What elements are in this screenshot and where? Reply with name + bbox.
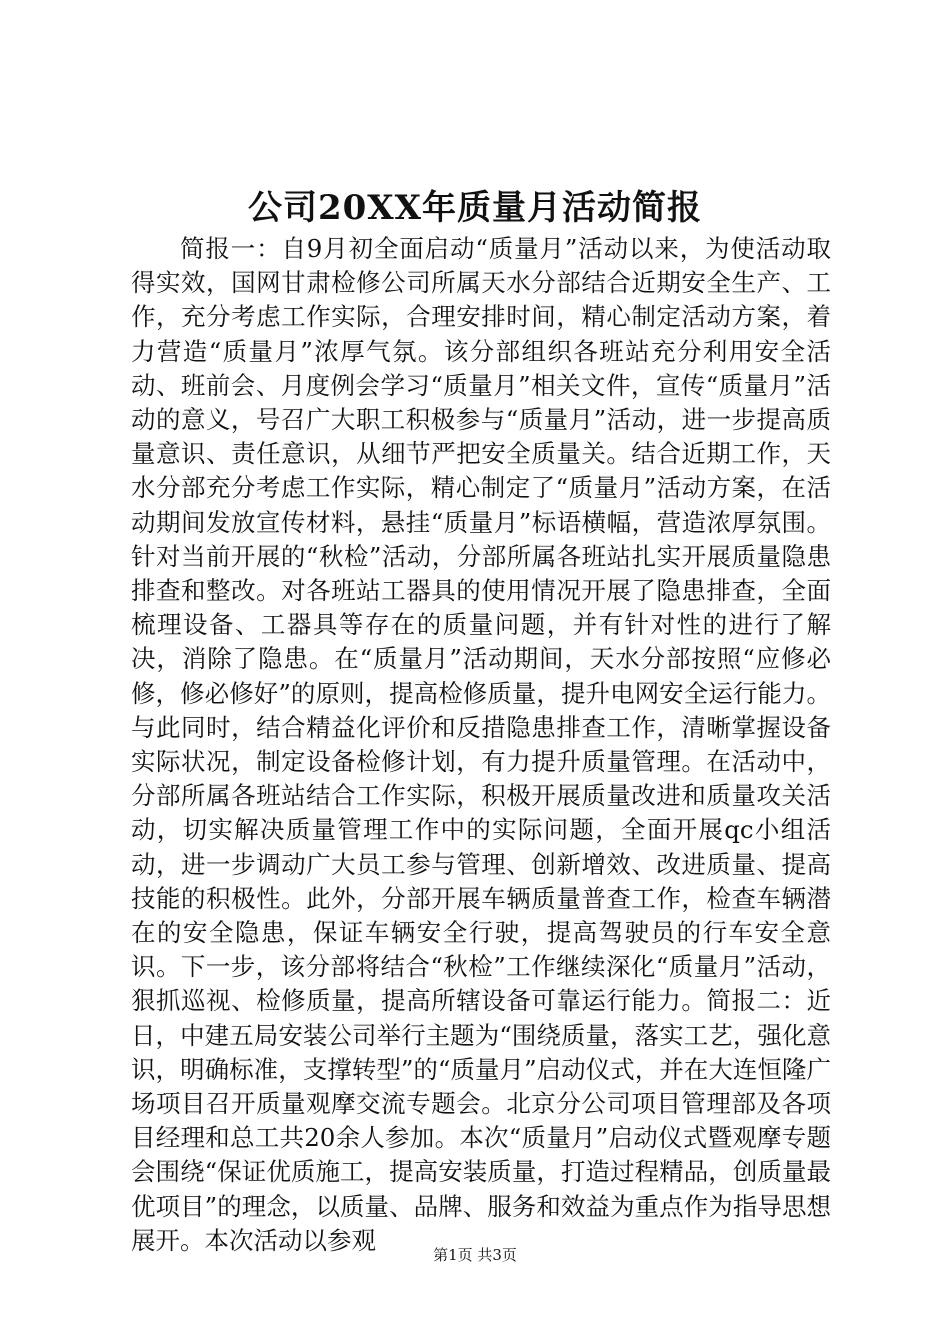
page-footer: 第1页 共3页: [433, 1246, 517, 1264]
document-body: 简报一：自9月初全面启动“质量月”活动以来，为使活动取得实效，国网甘肃检修公司所属天水分部结合近期安全生产、工作，充分考虑工作实际，合理安排时间，精心制定活动方案，着力营造“质量月”浓厚气氛。该分部组织各班站充分利用安全活动、班前会、月度例会学习“质量月”相关文件，宣传“质量月”活动的意义，号召广大职工积极参与“质量月”活动，进一步提高质量意识、责任意识，从细节严把安全质量关。结合近期工作，天水分部充分考虑工作实际，精心制定了“质量月”活动方案，在活动期间发放宣传材料，悬挂“质量月”标语横幅，营造浓厚氛围。针对当前开展的“秋检”活动，分部所属各班站扎实开展质量隐患排查和整改。对各班站工器具的使用情况开展了隐患排查，全面梳理设备、工器具等存在的质量问题，并有针对性的进行了解决，消除了隐患。在“质量月”活动期间，天水分部按照“应修必修，修必修好”的原则，提高检修质量，提升电网安全运行能力。与此同时，结合精益化评价和反措隐患排查工作，清晰掌握设备实际状况，制定设备检修计划，有力提升质量管理。在活动中，分部所属各班站结合工作实际，积极开展质量改进和质量攻关活动，切实解决质量管理工作中的实际问题，全面开展qc小组活动，进一步调动广大员工参与管理、创新增效、改进质量、提高技能的积极性。此外，分部开展车辆质量普查工作，检查车辆潜在的安全隐患，保证车辆安全行驶，提高驾驶员的行车安全意识。下一步，该分部将结合“秋检”工作继续深化“质量月”活动，狠抓巡视、检修质量，提高所辖设备可靠运行能力。简报二：近日，中建五局安装公司举行主题为“围绕质量，落实工艺，强化意识，明确标准，支撑转型”的“质量月”启动仪式，并在大连恒隆广场项目召开质量观摩交流专题会。北京分公司项目管理部及各项目经理和总工共20余人参加。本次“质量月”启动仪式暨观摩专题会围绕“保证优质施工，提高安装质量，打造过程精品，创质量最优项目”的理念，以质量、品牌、服务和效益为重点作为指导思想展开。本次活动以参观: [131, 234, 831, 1255]
document-title: 公司20XX年质量月活动简报: [247, 188, 703, 228]
